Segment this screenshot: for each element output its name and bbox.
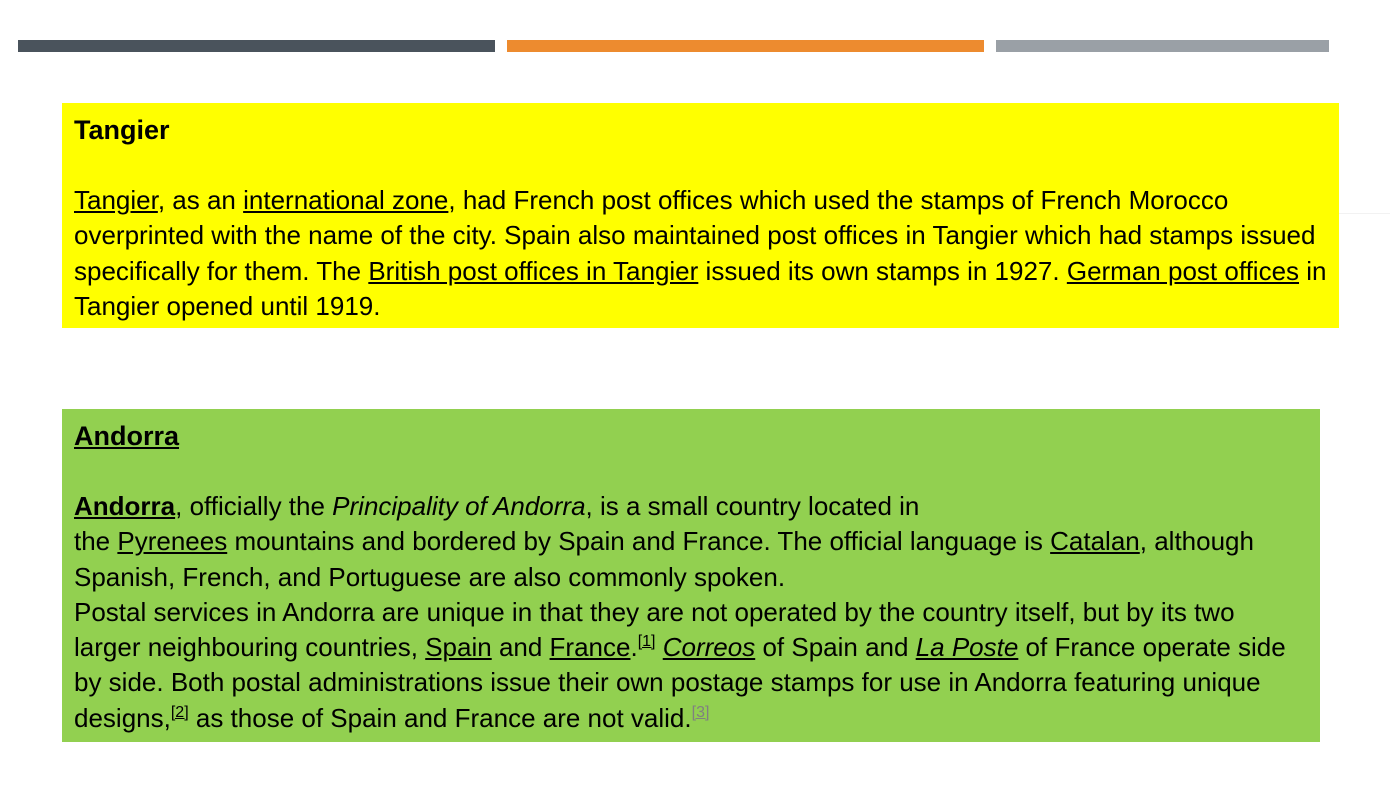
spain-link[interactable]: Spain (425, 632, 492, 663)
british-post-offices-link[interactable]: British post offices in Tangier (368, 255, 699, 286)
text: of Spain and (755, 632, 916, 663)
text: , as an (157, 185, 244, 215)
reference-2-link[interactable]: [2] (170, 703, 189, 721)
header-bar-gray (996, 40, 1329, 52)
andorra-link[interactable]: Andorra (74, 491, 176, 521)
tangier-box (62, 103, 1339, 328)
text: , officially the (175, 491, 333, 521)
text: , had French post offices which used the stamps of French Morocco overprinted with the name of the city. Spain also maintained post offices in Tangier which had stamps issued specifically for them. The (74, 185, 1316, 286)
text: issued its own stamps in 1927. (698, 255, 1067, 286)
international-zone-link[interactable]: international zone (243, 185, 449, 215)
tangier-link[interactable]: Tangier (74, 185, 158, 215)
pyrenees-link[interactable]: Pyrenees (117, 526, 228, 557)
text: of France operate side by side. Both postal administrations issue their own postage stamps for use in Andorra featuring unique designs, (74, 632, 1286, 733)
header-bar-dark (18, 40, 495, 52)
text: in Tangier opened until 1919. (74, 255, 1327, 321)
france-link[interactable]: France (549, 632, 631, 663)
reference-3-link[interactable]: [3] (691, 703, 710, 721)
official-name: Principality of Andorra (332, 491, 586, 521)
text: . (630, 632, 638, 663)
divider-line (1339, 213, 1390, 214)
header-bar-orange (507, 40, 984, 52)
reference-1-link[interactable]: [1] (637, 633, 656, 651)
german-post-offices-link[interactable]: German post offices (1066, 255, 1300, 286)
correos-link[interactable]: Correos (662, 632, 756, 663)
text: , is a small country located in (585, 491, 920, 521)
text: the (74, 526, 118, 557)
la-poste-link[interactable]: La Poste (915, 632, 1019, 663)
text (656, 632, 663, 662)
tangier-title: Tangier (74, 115, 170, 145)
andorra-title-wrap (74, 418, 1308, 454)
text: , although Spanish, French, and Portuguese are also commonly spoken. (74, 526, 1254, 592)
text: as those of Spain and France are not valid. (188, 702, 692, 733)
text: and (491, 632, 550, 663)
andorra-box (62, 409, 1320, 742)
andorra-title-link[interactable]: Andorra (74, 421, 180, 451)
andorra-paragraph (74, 489, 1308, 736)
text: Postal services in Andorra are unique in that they are not operated by the country itself, but by its two larger neighbouring countries, (74, 596, 1235, 663)
text: mountains and bordered by Spain and France. The official language is (227, 526, 1051, 557)
tangier-paragraph (74, 183, 1327, 324)
catalan-link[interactable]: Catalan (1050, 526, 1140, 557)
